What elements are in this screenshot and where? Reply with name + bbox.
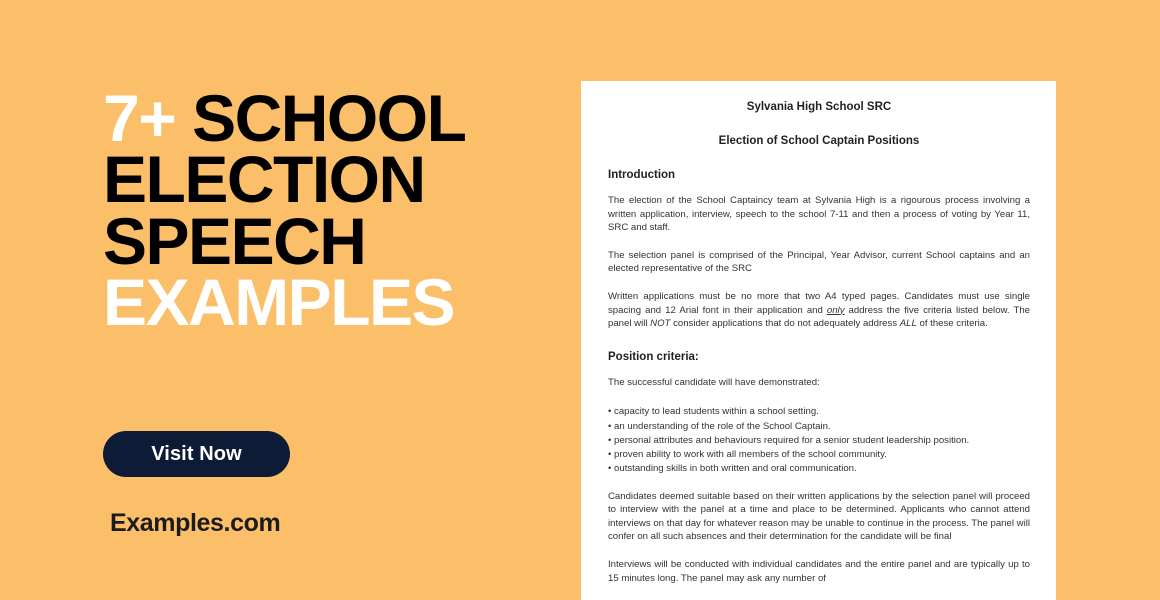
applications-text-part-2: address the five criteria listed below. The panel will	[608, 304, 1030, 330]
document-body	[581, 81, 1056, 585]
applications-text-part-4: of these criteria.	[916, 318, 988, 330]
document-preview-card	[581, 81, 1056, 600]
headline-line-1-text: SCHOOL	[175, 81, 466, 155]
list-item: • capacity to lead students within a school setting.	[608, 405, 1030, 419]
promo-content	[103, 81, 543, 340]
list-item: • personal attributes and behaviours required for a senior student leadership position.	[608, 434, 1030, 448]
headline-line-1	[103, 81, 543, 155]
emphasis-only: only	[826, 304, 845, 316]
applications-text-part-3: consider applications that do not adequately address	[670, 318, 900, 330]
document-subtitle: Election of School Captain Positions	[718, 135, 920, 147]
headline-line-2: ELECTION	[103, 142, 425, 217]
headline-accent-line: EXAMPLES	[103, 265, 455, 340]
list-item: • proven ability to work with all members of the school community.	[608, 448, 1030, 462]
intro-paragraph-1: The election of the School Captaincy team at Sylvania High is a rigourous process involving a written application, interview, speech to the school 7-11 and then a process of voting by Year 11, SRC and staff.	[608, 195, 1030, 234]
criteria-intro: The successful candidate will have demonstrated:	[608, 376, 820, 388]
list-item: • outstanding skills in both written and oral communication.	[608, 462, 1030, 476]
emphasis-not: NOT	[650, 318, 671, 330]
headline-count: 7+	[103, 81, 176, 155]
section-heading-introduction: Introduction	[608, 169, 676, 181]
brand-label: Examples.com	[110, 509, 281, 537]
closing-paragraph-2: Interviews will be conducted with individual candidates and the entire panel and are typically up to 15 minutes long. The panel may ask any number of	[608, 558, 1030, 584]
applications-paragraph	[608, 290, 1030, 331]
intro-paragraph-2: The selection panel is comprised of the Principal, Year Advisor, current School captains and an elected representative of the SRC	[608, 249, 1030, 275]
closing-paragraph-1: Candidates deemed suitable based on their written applications by the selection panel will proceed to interview with the panel at a time and place to be determined. Applicants who cannot attend interviews on that day for whatever reason may be unable to continue in the process. The panel will confer on all such absences and their determination for the candidate will be final	[608, 490, 1030, 543]
headline-line-3: SPEECH	[103, 203, 366, 278]
visit-now-button[interactable]: Visit Now	[103, 431, 290, 477]
section-heading-position-criteria: Position criteria:	[608, 350, 699, 363]
criteria-list	[608, 405, 1030, 475]
page-title	[103, 81, 543, 340]
applications-text-part-1: Written applications must be no more that two A4 typed pages. Candidates must use single spacing and 12 Arial font in their application and	[608, 291, 1030, 316]
document-title: Sylvania High School SRC	[746, 101, 892, 113]
emphasis-all: ALL	[899, 318, 917, 330]
list-item: • an understanding of the role of the School Captain.	[608, 420, 1030, 434]
